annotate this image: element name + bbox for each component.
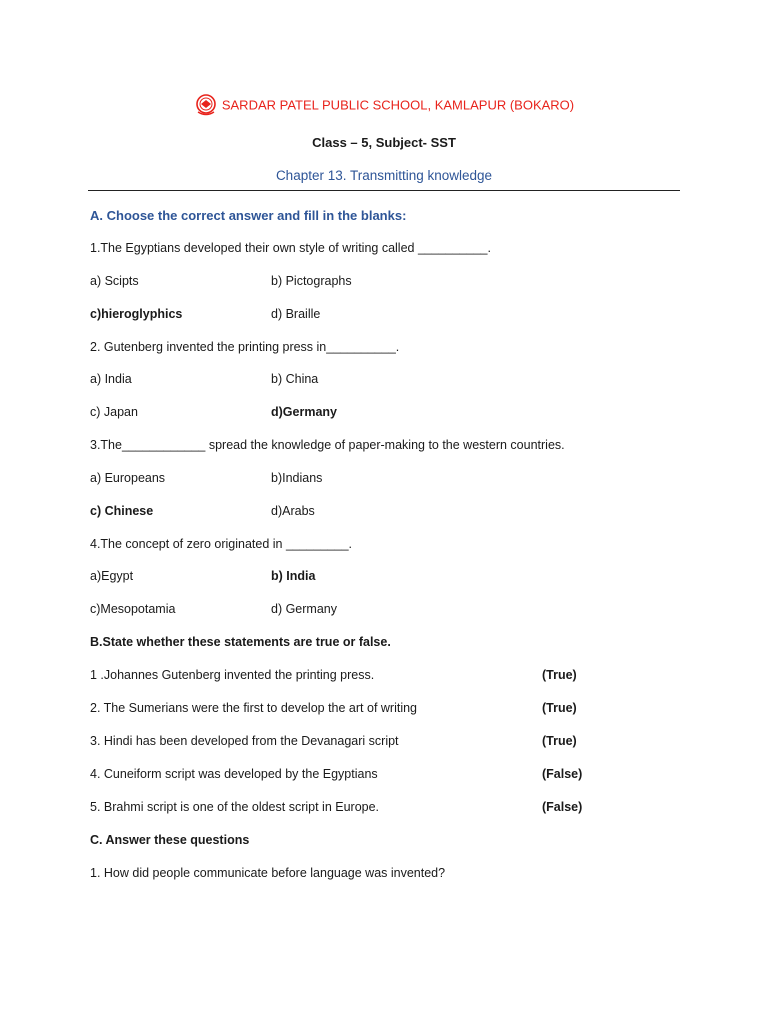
statement-5: 5. Brahmi script is one of the oldest script in Europe. — [90, 800, 380, 814]
q2-option-b: b) China — [271, 372, 319, 386]
statement-2: 2. The Sumerians were the first to develop the art of writing — [90, 701, 418, 715]
statement-5-answer: (False) — [542, 800, 583, 814]
q4-option-b: b) India — [271, 569, 316, 583]
q1-option-d: d) Braille — [271, 307, 321, 321]
q1-option-a: a) Scipts — [90, 274, 139, 288]
section-c-question-1: 1. How did people communicate before language was invented? — [90, 866, 446, 880]
q2-option-a: a) India — [90, 372, 132, 386]
statement-4-answer: (False) — [542, 767, 583, 781]
section-c-title: C. Answer these questions — [90, 833, 250, 847]
chapter-title: Chapter 13. Transmitting knowledge — [275, 168, 493, 183]
q4-option-c: c)Mesopotamia — [90, 602, 176, 616]
statement-1-answer: (True) — [542, 668, 577, 682]
school-header — [0, 93, 768, 117]
statement-2-answer: (True) — [542, 701, 577, 715]
statement-1: 1 .Johannes Gutenberg invented the printing press. — [90, 668, 375, 682]
q2-option-d: d)Germany — [271, 405, 337, 419]
q1-option-b: b) Pictographs — [271, 274, 352, 288]
school-name: SARDAR PATEL PUBLIC SCHOOL, KAMLAPUR (BOKARO) — [221, 97, 575, 113]
question-2: 2. Gutenberg invented the printing press in__________. — [90, 340, 400, 354]
q4-option-d: d) Germany — [271, 602, 337, 616]
question-4: 4.The concept of zero originated in _________. — [90, 537, 352, 551]
class-subject: Class – 5, Subject- SST — [312, 135, 456, 150]
q3-option-c: c) Chinese — [90, 504, 154, 518]
header-divider — [88, 190, 680, 191]
statement-3-answer: (True) — [542, 734, 577, 748]
q2-option-c: c) Japan — [90, 405, 138, 419]
q3-option-a: a) Europeans — [90, 471, 166, 485]
question-3: 3.The____________ spread the knowledge of paper-making to the western countries. — [90, 438, 565, 452]
section-b-title: B.State whether these statements are true or false. — [90, 635, 391, 649]
q3-option-b: b)Indians — [271, 471, 323, 485]
statement-3: 3. Hindi has been developed from the Devanagari script — [90, 734, 399, 748]
statement-4: 4. Cuneiform script was developed by the Egyptians — [90, 767, 378, 781]
q3-option-d: d)Arabs — [271, 504, 315, 518]
question-1: 1.The Egyptians developed their own style of writing called __________. — [90, 241, 491, 255]
q1-option-c: c)hieroglyphics — [90, 307, 183, 321]
q4-option-a: a)Egypt — [90, 569, 134, 583]
school-emblem-icon — [194, 93, 218, 117]
section-a-title: A. Choose the correct answer and fill in the blanks: — [90, 208, 407, 223]
